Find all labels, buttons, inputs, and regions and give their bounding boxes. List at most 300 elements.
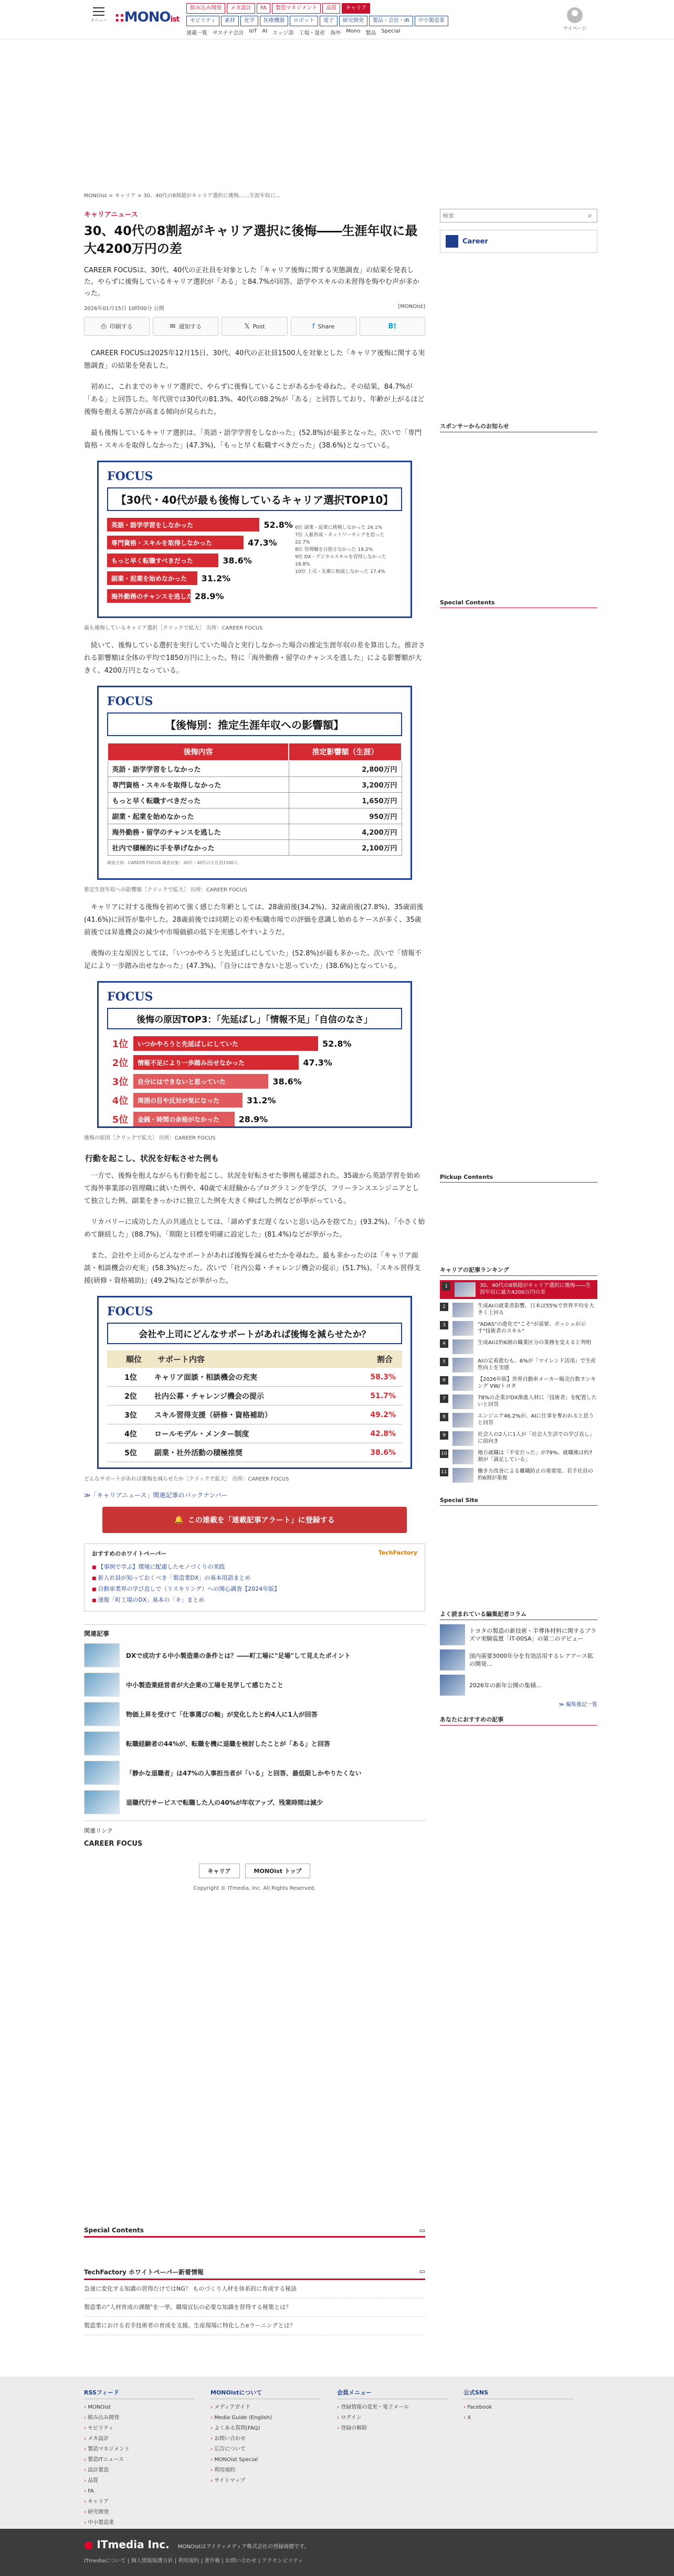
popular-title[interactable]: トヨタの製造の新技術・半導体材料に関するプラズマ実験装置「IT-00SA」の第二のデビュー (469, 1627, 596, 1642)
footer-link[interactable]: › ログイン (337, 2413, 464, 2423)
footer-link[interactable]: › 中小製造業 (84, 2518, 210, 2528)
figure-career-regret-top10[interactable] (97, 461, 412, 618)
bar: いつかやろうと先延ばしにしていた (133, 1036, 318, 1051)
related-article-title[interactable]: 転職経験者の44%が、転職を機に退職を検討したことが「ある」と回答 (126, 1740, 330, 1748)
paragraph: CAREER FOCUSは2025年12月15日、30代、40代の正社員1500人を対象とした「キャリア後悔に関する実態調査」の結果を発表した。 (84, 349, 425, 370)
table-cell: 1,650万円 (289, 793, 402, 808)
bell-icon: ✉ (170, 322, 176, 331)
table-row (108, 777, 402, 793)
ranking-item[interactable] (440, 1303, 597, 1317)
nav-tag[interactable]: ロボット (290, 16, 318, 26)
figure-title: 後悔の原因TOP3：「先延ばし」「情報不足」「自信のなさ」 (107, 1008, 402, 1029)
ranking-item[interactable] (440, 1339, 597, 1354)
related-link-block (84, 1821, 425, 1848)
ranking-item[interactable] (440, 1358, 597, 1372)
ranking-thumbnail[interactable] (455, 1282, 476, 1297)
paragraph: 初めに、これまでのキャリア選択で、やらずに後悔していることがあるかを尋ねた。その結果、84.7%が「ある」と回答した。年代別では30代の81.3%、40代の88.2%が「ある」と回答しており、年齢が上がるほど後悔を抱える割合が高まる傾向が見られた。 (84, 383, 425, 416)
footer-column (464, 2388, 590, 2528)
rank-number: 7 (440, 1395, 448, 1403)
related-article-title[interactable]: 物価上昇を受けて「仕事選びの軸」が変化したと約4人に1人が回答 (126, 1710, 318, 1718)
bar-value-label: 28.9% (194, 591, 224, 601)
rank-row (107, 1111, 402, 1127)
section-heading: 行動を起こし、状況を好転させた例も (85, 1154, 219, 1163)
related-article[interactable] (84, 1701, 425, 1727)
bar: 金銭・時間の余裕がなかった (133, 1112, 235, 1126)
ranking-thumbnail[interactable] (452, 1468, 473, 1483)
footer-link[interactable]: › 登録の解除 (337, 2423, 464, 2434)
footer-link[interactable]: › よくある質問(FAQ) (210, 2423, 337, 2434)
related-article-title[interactable]: 中小製造業経営者が大企業の工場を見学して感じたこと (126, 1681, 284, 1689)
popular-thumbnail[interactable] (440, 1624, 465, 1645)
table-cell: 2,100万円 (289, 840, 402, 856)
bar-value-label: 52.8% (322, 1038, 352, 1049)
series-alert-button[interactable]: 🔔 この連載を「連載記事アラート」に登録する (102, 1507, 407, 1533)
bar: 副業・起業を始めなかった (107, 571, 197, 585)
ranking-item[interactable] (440, 1431, 597, 1446)
hamburger-icon (93, 7, 104, 16)
rank-number: 2位 (112, 1058, 129, 1069)
footer-heading: 公式SNS (464, 2388, 574, 2399)
bar-value-label: 47.3% (248, 537, 277, 548)
popular-title[interactable]: 2026年の新年公開の集積… (469, 1681, 542, 1689)
popular-item[interactable] (440, 1675, 597, 1696)
income-impact-table (107, 742, 402, 856)
rank-number: 4 (440, 1339, 448, 1348)
popular-thumbnail[interactable] (440, 1649, 465, 1670)
nav-small-link[interactable]: Mono (346, 28, 361, 34)
support-cell: スキル習得支援（研修・資格補助） (154, 1411, 272, 1420)
rank-number: 3位 (112, 1077, 129, 1088)
table-cell: 社内で積極的に手を挙げなかった (108, 840, 289, 856)
related-article[interactable] (84, 1730, 425, 1757)
bar: 英語・語学学習をしなかった (107, 518, 259, 531)
special-site-heading: Special Site (440, 1497, 597, 1506)
related-article[interactable] (84, 1672, 425, 1698)
article-thumbnail[interactable] (84, 1673, 120, 1697)
special-contents-bar (84, 2227, 425, 2238)
support-cell: 3位 (124, 1411, 137, 1420)
pickup-heading: Pickup Contents (440, 1174, 597, 1183)
footer-link[interactable]: › MONOist (84, 2402, 210, 2413)
footer-heading: MONOistについて (210, 2388, 321, 2399)
support-cell: 5位 (124, 1449, 137, 1457)
figure-title: 【後悔別：推定生涯年収への影響額】 (107, 712, 402, 736)
menu-button[interactable] (88, 7, 109, 23)
paragraph: キャリアに対する後悔を初めて強く感じた年齢としては、28歳前後(34.2%)、32歳前後(27.8%)、35歳前後(41.6%)に回答が集中した。28歳前後では同期との差や転職市場での評価を意識し始めるケースが多く、35歳前後では昇進機会の減少や市場価値の低下を実感しやすいようだ。 (84, 903, 424, 936)
hatena-icon: B! (388, 322, 397, 331)
article-thumbnail[interactable] (84, 1790, 120, 1814)
focus-logo: FOCUS (107, 695, 153, 708)
related-article-title[interactable]: 退職代行サービスで転職した人の40%が年収アップ、残業時間は減少 (126, 1798, 323, 1806)
rank-number: 1位 (112, 1039, 129, 1050)
nav-tag[interactable]: モビリティ (186, 16, 219, 26)
support-cell: キャリア面談・相談機会の充実 (154, 1373, 257, 1382)
rank-number: 8 (440, 1413, 448, 1421)
article-title: 30、40代の8割超がキャリア選択に後悔――生涯年収に最大4200万円の差 (84, 223, 418, 256)
figure-caption: 後悔の原因［クリックで拡大］ 出所：CAREER FOCUS (84, 1135, 216, 1141)
bar: もっと早く転職すべきだった (107, 553, 218, 567)
special-contents-heading: Special Contents (84, 2227, 144, 2234)
ranking-title[interactable]: "ADAS"の進化で"こそ"が需要、ボッシュが示す"技術者のスキル" (478, 1322, 586, 1334)
bottom-bar (0, 2529, 674, 2576)
related-article-title[interactable]: DXで成功する中小製造業の条件とは？――町工場に"足場"して見えたポイント (126, 1652, 351, 1659)
notify-button[interactable]: ✉ 通知する (153, 317, 218, 336)
ranking-thumbnail[interactable] (452, 1358, 473, 1372)
table-header: 後悔内容 (108, 743, 289, 761)
figure-note: 6位 副業・起業に挑戦しなかった 24.1% 7位 人脈形成・ネットワーキングを怠った 22.7% 8位 管理職を目指さなかった 19.2% 9位 DX・デジタルスキルを習得しなかった 18.8% 10位 上司・先輩に相談しなかった 17.4% (295, 525, 386, 574)
footer-link[interactable]: › モビリティ (84, 2423, 210, 2434)
table-cell: 2,800万円 (289, 761, 402, 777)
support-row (107, 1443, 402, 1462)
ranking-title[interactable]: 生成AIの就業者影響、日本は55%で世界平均を大きく上回る (478, 1303, 595, 1316)
facebook-share-button[interactable]: f Share (291, 317, 356, 336)
footer-column (337, 2388, 464, 2528)
ranking-thumbnail[interactable] (452, 1431, 473, 1446)
table-row (108, 840, 402, 856)
footer-link[interactable]: › 研究開発 (84, 2507, 210, 2518)
nav-small-link[interactable]: 製品 (365, 30, 376, 36)
nav-small-link[interactable]: 連載一覧 (186, 30, 207, 36)
popular-title[interactable]: 国内需要3000年分を有効活用するレアアース鉱の開発… (469, 1653, 594, 1667)
ranking-item[interactable] (440, 1395, 597, 1409)
footer-link[interactable]: › 製造ITニュース (84, 2455, 210, 2465)
rank-number: 5位 (112, 1114, 129, 1125)
ranking-heading: キャリアの記事ランキング (440, 1265, 597, 1276)
ranking-item[interactable] (440, 1450, 597, 1464)
footer-link[interactable]: › お問い合わせ (210, 2434, 337, 2444)
paragraph: また、会社や上司からどんなサポートがあれば後悔を減らせたかを尋ねた。最も多かったのは「キャリア面談・相談機会の充実」(58.3%)だった。次いで「社内公募・チャレンジ機会の提示」(51.7%)、「スキル習得支援(研修・資格補助)」(49.2%)などが挙がった。 (84, 1252, 421, 1285)
career-top-button[interactable]: キャリア (199, 1864, 240, 1878)
nav-tag[interactable]: 製品・会社・IR (369, 16, 413, 26)
career-banner[interactable]: Career (440, 230, 597, 253)
editor-notes-link[interactable]: ≫ 編集後記一覧 (559, 1702, 597, 1708)
paragraph: リカバリーに成功した人の共通点としては、「諦めずまだ遅くないと思い込みを捨てた」(93.2%)、「小さく始めて継続した」(88.7%)、「期限と目標を明確に設定した」(81.4%)などが挙がった。 (84, 1218, 425, 1239)
footer-link[interactable]: › メディアガイド (210, 2402, 337, 2413)
figure-source: 調査主体：CAREER FOCUS 調査対象：30代・40代の正社員1500人 (107, 860, 238, 865)
ranking-title[interactable]: 生成AIは約6割の職業区分の業務を変えると判明 (478, 1340, 592, 1346)
article-main (84, 209, 425, 1891)
footer-link[interactable]: › FA (84, 2486, 210, 2497)
related-articles-heading: 関連記事 (84, 1624, 425, 1638)
table-cell: 4,200万円 (289, 824, 402, 840)
footer-link[interactable]: › 広告について (210, 2444, 337, 2455)
breadcrumb[interactable]: MONOist > キャリア > 30、40代の8割超がキャリア選択に後悔……生涯年収に... (84, 193, 281, 199)
ranking-thumbnail[interactable] (452, 1413, 473, 1428)
whitepaper-title: おすすめのホワイトペーパー (92, 1550, 167, 1557)
nav-tag[interactable]: 組み込み開発 (186, 3, 225, 14)
footer-link[interactable]: › 登録情報の変更・電子メール (337, 2402, 464, 2413)
category-nav (186, 3, 491, 36)
article-lead: CAREER FOCUSは、30代、40代の正社員を対象とした「キャリア後悔に関する実態調査」の結果を発表した。やらずに後悔しているキャリア選択が「ある」と84.7%が回答。語学やスキルの未習得を悔やむ声が多かった。 (84, 267, 420, 297)
byline: [MONOist] (398, 304, 425, 310)
career-focus-link[interactable]: CAREER FOCUS (84, 1840, 143, 1848)
rank-row (107, 1092, 402, 1108)
nav-tag[interactable]: 製造マネジメント (272, 3, 321, 14)
related-article-title[interactable]: 「静かな退職者」は47%の人事担当者が「いる」と回答、最低限しかやりたくない (126, 1769, 362, 1777)
bar-value-label: 31.2% (201, 573, 231, 583)
related-article[interactable] (84, 1760, 425, 1786)
techfactory-heading: TechFactory ホワイトペーパー新着情報 (84, 2269, 204, 2276)
sidebar (440, 209, 597, 1730)
ranking-title[interactable]: 30、40代の8割超がキャリア選択に後悔――生涯年収に最大4200万円の差 (480, 1283, 591, 1295)
techfactory-item[interactable]: 急速に変化する知識の習得だけではNG？ ものづくり人材を体系的に育成する秘訣 (84, 2280, 425, 2298)
nav-small-link[interactable]: 工場・量産 (299, 30, 325, 36)
footer-heading: 会員メニュー (337, 2388, 447, 2399)
facebook-icon: f (312, 322, 315, 331)
print-button[interactable]: ⎙ 印刷する (84, 317, 150, 336)
nav-tag[interactable]: 素材 (221, 16, 239, 26)
rank-number: 9 (440, 1431, 448, 1440)
support-cell: ロールモデル・メンター制度 (154, 1430, 249, 1439)
rank-number: 11 (440, 1468, 448, 1476)
support-cell: 副業・社外活動の積極推奨 (154, 1449, 243, 1457)
footer-link[interactable]: › Facebook (464, 2402, 590, 2413)
whitepaper-box (84, 1544, 425, 1612)
figure-support-wishes[interactable] (97, 1296, 412, 1469)
support-row (107, 1368, 402, 1387)
ranking-thumbnail[interactable] (452, 1321, 473, 1336)
ranking-thumbnail[interactable] (452, 1450, 473, 1464)
rank-row (107, 1055, 402, 1070)
nav-buttons (84, 1864, 425, 1878)
ranking-thumbnail[interactable] (452, 1395, 473, 1409)
ranking-item[interactable] (440, 1376, 597, 1391)
table-cell: 専門資格・スキルを取得しなかった (108, 777, 289, 793)
support-cell: 1位 (124, 1373, 137, 1382)
figure-regret-causes[interactable] (97, 981, 412, 1128)
share-bar (84, 317, 425, 336)
nav-tag[interactable]: メカ設計 (227, 3, 255, 14)
ranking-item[interactable] (440, 1413, 597, 1428)
article-thumbnail[interactable] (84, 1731, 120, 1755)
sponsor-heading: スポンサーからのお知らせ (440, 422, 597, 432)
nav-tag[interactable]: 医療機器 (260, 16, 288, 26)
table-cell: 英語・語学学習をしなかった (108, 761, 289, 777)
popular-heading: よく読まれている編集記者コラム (440, 1610, 597, 1620)
footer-link[interactable]: › 設計製造 (84, 2465, 210, 2476)
article-category[interactable]: キャリアニュース (84, 211, 138, 219)
footer-link[interactable]: › メカ設計 (84, 2434, 210, 2444)
bar-value-label: 47.3% (303, 1057, 332, 1068)
avatar-icon (567, 7, 583, 23)
whitepaper-item[interactable]: ■ 速報「町工場のDX」基本の「キ」まとめ (92, 1595, 417, 1606)
special-heading: Special Contents (440, 599, 597, 608)
related-article[interactable] (84, 1789, 425, 1815)
focus-logo: FOCUS (107, 1305, 153, 1318)
ranking-title[interactable]: エンジニア46.2%が、AIに仕事を奪われると思うと回答 (478, 1413, 594, 1426)
nav-small-link[interactable]: Special (381, 28, 401, 34)
toggle-icon[interactable]: ▭ (419, 2268, 425, 2275)
rank-number: 3 (440, 1321, 448, 1329)
article-thumbnail[interactable] (84, 1643, 120, 1667)
popular-item[interactable] (440, 1649, 597, 1670)
techfactory-item[interactable]: 製造業の"人材育成の課題"を一挙。職場宣伝の必要な知識を習得する秘策とは？ (84, 2298, 425, 2317)
figure-caption: どんなサポートがあれば後悔を減らせたか［クリックで拡大］ 出所：CAREER FOCUS (84, 1476, 289, 1482)
ranking-title[interactable]: AIの定着進むも、6%が「マイレンド活用」で生産性向上を実感 (478, 1358, 596, 1371)
support-cell: 42.8% (370, 1429, 396, 1438)
hatena-button[interactable] (360, 317, 425, 336)
techfactory-item[interactable]: 製造業における若手技術者の育成を支援。生産現場に特化したeラーニングとは？ (84, 2317, 425, 2335)
corporate-links[interactable]: ITmediaについて | 個人情報保護方針 | 利用規約 | 著作権 | お問い合わせ | アクセシビリティ (84, 2558, 303, 2564)
table-cell: もっと早く転職すべきだった (108, 793, 289, 808)
search-input[interactable] (440, 209, 583, 222)
whitepaper-item[interactable]: ■ 【事例で学ぶ】環境に配慮したモノづくりの実践 (92, 1562, 417, 1573)
rank-number: 4位 (112, 1095, 129, 1106)
career-logo-icon (446, 235, 458, 248)
ranking-title[interactable]: 働き方改善による離職防止の重要度、若手社員の約6割が重視 (478, 1468, 593, 1481)
dateline (84, 304, 425, 312)
popular-thumbnail[interactable] (440, 1675, 465, 1696)
bell-icon: 🔔 (174, 1516, 184, 1524)
support-cell: 38.6% (370, 1448, 396, 1457)
ranking-thumbnail[interactable] (452, 1303, 473, 1317)
figure-income-impact[interactable] (97, 686, 412, 880)
footer-link[interactable]: › X (464, 2413, 590, 2423)
backnumber-link[interactable]: ≫「キャリアニュース」関連記事のバックナンバー (84, 1492, 228, 1499)
bar: 情報不足により一歩踏み出せなかった (133, 1055, 299, 1070)
figure-title: 会社や上司にどんなサポートがあれば後悔を減らせたか？ (107, 1323, 402, 1344)
focus-logo: FOCUS (107, 990, 153, 1004)
paragraph: 一方で、後悔を抱えながらも行動を起こし、状況を好転させた事例も確認された。35歳から英語学習を始めて海外事業部の管理職に就いた例や、40歳で未経験からプログラミングを学び、フリーランスエンジニアとして独立した例、副業をきっかけに独立した例を大きく伸ばした例などが挙がっている。 (84, 1172, 420, 1205)
bar: 海外勤務のチャンスを逃した (107, 589, 191, 603)
rank-row (107, 1036, 402, 1051)
footer-column (210, 2388, 337, 2528)
support-cell: 49.2% (370, 1410, 396, 1419)
table-cell: 950万円 (289, 808, 402, 824)
nav-tag[interactable]: 化学 (240, 16, 258, 26)
nav-tag[interactable]: キャリア (342, 3, 370, 14)
table-row (108, 793, 402, 808)
rank-number: 5 (440, 1358, 448, 1366)
popular-list (440, 1624, 597, 1696)
whitepaper-item[interactable]: ■ 新入社員が知っておくべき「製造業DX」の基本用語まとめ (92, 1573, 417, 1584)
mypage-button[interactable] (562, 7, 588, 31)
paragraph: 続いて、後悔している選択を実行していた場合と実行しなかった場合の推定生涯年収の差を算出した。推計される影響額は全体の平均で1850万円に上った。特に「海外勤務・留学のチャンスを逃した」による影響額が大きく、4200万円となっている。 (84, 642, 425, 675)
table-row (108, 824, 402, 840)
publish-date: 2026年01月15日 10時00分 公開 (84, 306, 164, 312)
recommend-heading: あなたにおすすめの記事 (440, 1715, 597, 1726)
ranking-title[interactable]: 78%の企業がDX推進人材に「技術者」を配置したいと回答 (478, 1395, 597, 1408)
ranking-item[interactable] (440, 1280, 597, 1299)
copyright: Copyright © ITmedia, Inc. All Rights Reserved. (193, 1886, 316, 1891)
footer-link[interactable]: › サイトマップ (210, 2476, 337, 2486)
table-cell: 3,200万円 (289, 777, 402, 793)
nav-tag[interactable]: FA (257, 3, 270, 14)
ranking-list (440, 1280, 597, 1483)
figure-caption: 最も後悔しているキャリア選択［クリックで拡大］ 出所：CAREER FOCUS (84, 625, 263, 631)
ranking-title[interactable]: 【2026年版】世界自動車メーカー販売台数ランキング VW/トヨタ (478, 1377, 596, 1389)
figure-caption: 推定生涯年収への影響額［クリックで拡大］ 出所：CAREER FOCUS (84, 887, 247, 893)
footer-link[interactable]: › 製造マネジメント (84, 2444, 210, 2455)
search-icon[interactable]: ⌕ (588, 211, 592, 220)
nav-small-link[interactable]: エッジ部 (272, 30, 294, 36)
article-thumbnail[interactable] (84, 1702, 120, 1726)
support-table-header: 順位 サポート内容 割合 (107, 1350, 402, 1368)
bar: 専門資格・スキルを取得しなかった (107, 536, 244, 549)
nav-small-link[interactable]: IoT (249, 28, 257, 34)
rank-number: 2 (440, 1303, 448, 1311)
footer-link[interactable]: › MONOist Special (210, 2455, 337, 2465)
table-row (108, 761, 402, 777)
rank-number: 10 (440, 1450, 448, 1458)
nav-small-link[interactable]: AI (262, 28, 268, 34)
whitepaper-item[interactable]: ■ 自動車業界の学び直しで（リスキリング）への関心調査【2024年版】 (92, 1584, 417, 1595)
paragraph: 最も後悔しているキャリア選択は、「英語・語学学習をしなかった」(52.8%)が最多となった。次いで「専門資格・スキルを取得しなかった」(47.3%)、「もっと早く転職すべきだった」(38.6%)となっている。 (84, 429, 422, 450)
support-cell: 51.7% (370, 1391, 396, 1400)
figure-title: 【30代・40代が最も後悔しているキャリア選択TOP10】 (107, 487, 402, 511)
article-thumbnail[interactable] (84, 1761, 120, 1785)
table-cell: 副業・起業を始めなかった (108, 808, 289, 824)
ranked-bar-chart (107, 1036, 402, 1127)
focus-logo: FOCUS (107, 470, 153, 483)
footer-link[interactable]: › 組み込み開発 (84, 2413, 210, 2423)
itmedia-logo[interactable]: ● ITmedia Inc. (84, 2538, 170, 2551)
support-cell: 58.3% (370, 1372, 396, 1381)
footer-link[interactable]: › 品質 (84, 2476, 210, 2486)
x-post-button[interactable]: 𝕏 Post (222, 317, 287, 336)
support-row (107, 1406, 402, 1424)
support-row (107, 1387, 402, 1406)
footer-column (84, 2388, 210, 2528)
monoist-top-button[interactable]: MONOist トップ (245, 1864, 311, 1878)
bar-value-label: 28.9% (238, 1114, 268, 1124)
ranking-thumbnail[interactable] (452, 1376, 473, 1391)
related-link-heading: 関連リンク (84, 1827, 113, 1834)
popular-item[interactable] (440, 1624, 597, 1645)
ranking-item[interactable] (440, 1321, 597, 1336)
toggle-icon[interactable]: ▭ (419, 2227, 425, 2234)
ranking-title[interactable]: 地方就職は「不安だった」が79%、就職後は約7割が「満足している」 (478, 1450, 593, 1463)
bar-value-label: 38.6% (223, 555, 252, 566)
nav-tag[interactable]: 研究開発 (339, 16, 367, 26)
rank-number: 6 (440, 1376, 448, 1385)
bar-value-label: 52.8% (264, 519, 293, 530)
footer-link[interactable]: › キャリア (84, 2497, 210, 2507)
bar-value-label: 38.6% (272, 1076, 302, 1087)
support-cell: 2位 (124, 1392, 137, 1401)
nav-small-link[interactable]: サステナ会計 (213, 30, 244, 36)
footer-link[interactable]: › 利用規約 (210, 2465, 337, 2476)
footer-heading: RSSフィード (84, 2388, 194, 2399)
techfactory-box (84, 2268, 425, 2335)
trademark-note: MONOistはアイティメディア株式会社の登録商標です。 (177, 2544, 310, 2550)
bar-value-label: 31.2% (247, 1095, 276, 1105)
ranking-thumbnail[interactable] (452, 1339, 473, 1354)
x-icon: 𝕏 (244, 322, 250, 331)
footer-link[interactable]: › Media Guide (English) (210, 2413, 337, 2423)
paragraph: 後悔の主な原因としては、「いつかやろうと先延ばしにしていた」(52.8%)が最も多かった。次いで「情報不足により一歩踏み出せなかった」(47.3%)、「自分にはできないと思っていた」(38.6%)となっている。 (84, 950, 422, 970)
support-cell: 社内公募・チャレンジ機会の提示 (154, 1392, 264, 1401)
table-row (108, 808, 402, 824)
search-box (440, 209, 597, 222)
rank-number: 1 (442, 1282, 450, 1291)
nav-small-link[interactable]: 海外 (330, 30, 341, 36)
table-header: 推定影響額（生涯） (289, 743, 402, 761)
nav-tag[interactable]: 品質 (322, 3, 340, 14)
ranking-title[interactable]: 社会人の2人に1人が「社会人生活での学び直し」に前向き (478, 1432, 595, 1444)
support-row (107, 1424, 402, 1443)
mypage-label: マイページ (563, 26, 587, 31)
techfactory-logo[interactable]: TechFactory (378, 1549, 417, 1556)
bar-row (107, 589, 402, 603)
rank-row (107, 1073, 402, 1089)
nav-tag[interactable]: 中小製造業 (415, 16, 448, 26)
ranking-item[interactable] (440, 1468, 597, 1483)
print-icon: ⎙ (101, 322, 107, 331)
site-logo[interactable]: ::MONOist (114, 9, 180, 25)
related-article[interactable] (84, 1642, 425, 1668)
nav-tag[interactable]: 電子 (320, 16, 338, 26)
